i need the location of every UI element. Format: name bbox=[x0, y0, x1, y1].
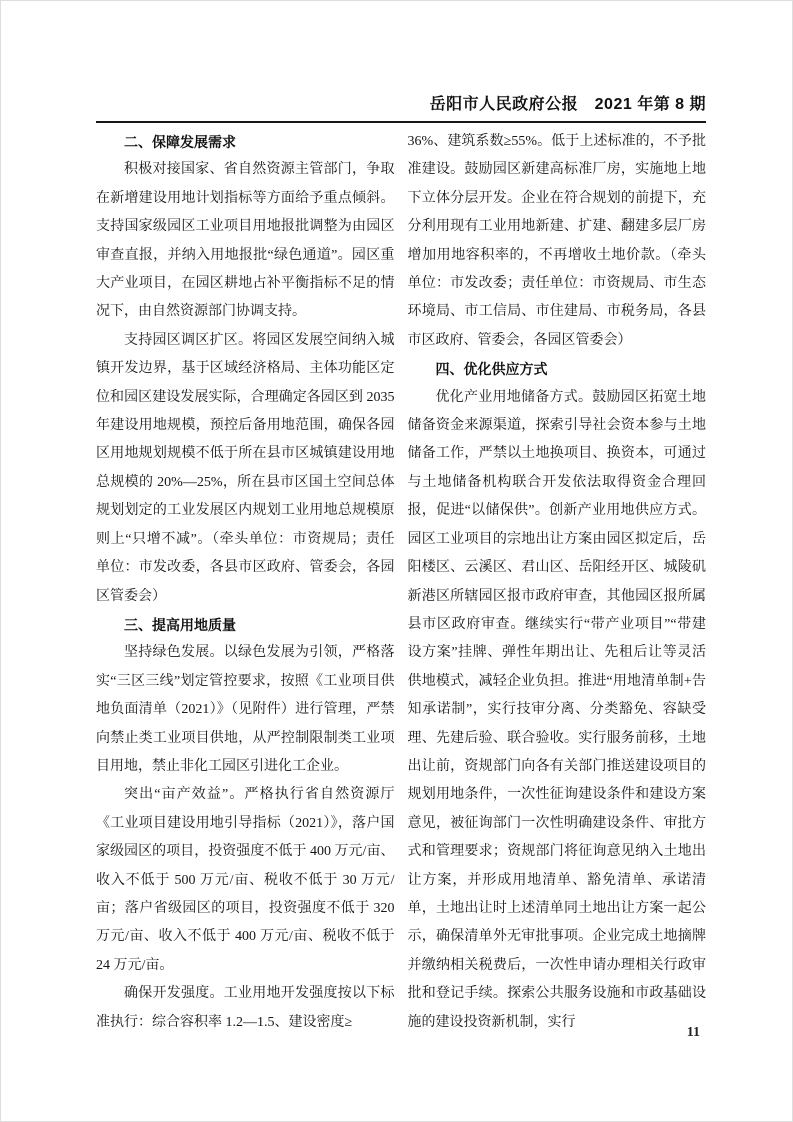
body-paragraph: 突出“亩产效益”。严格执行省自然资源厅《工业项目建设用地引导指标（2021）》，落户国家级园区的项目，投资强度不低于 400 万元/亩、收入不低于 500 万元/亩、税收不低于 30 万元/亩；落户省级园区的项目，投资强度不低于 320 万元/亩、收入不低于 400 万元/亩、税收不低于 24 万元/亩。 bbox=[96, 787, 395, 973]
page-header bbox=[96, 1, 706, 115]
body-paragraph: 优化产业用地储备方式。鼓励园区拓宽土地储备资金来源渠道，探索引导社会资本参与土地储备工作，严禁以土地换项目、换资本，可通过与土地储备机构联合开发依法取得资金合理回报，促进“以储保供”。创新产业用地供应方式。园区工业项目的宗地出让方案由园区拟定后，岳阳楼区、云溪区、君山区、岳阳经开区、城陵矶新港区所辖园区报市政府审查，其他园区报所属县市区政府审查。继续实行“带产业项目”“带建设方案”挂牌、弹性年期出让、先租后让等灵活供地模式，减轻企业负担。推进“用地清单制+告知承诺制”，实行技审分离、分类豁免、容缺受理、先建后验、联合验收。实行服务前移，土地出让前，资规部门向各有关部门推送建设项目的规划用地条件，一次性征询建设条件和建设方案意见，被征询部门一次性明确建设条件、审批方式和管理要求；资规部门将征询意见纳入土地出让方案，并形成用地清单、豁免清单、承诺清单，土地出让时上述清单同土地出让方案一起公示，确保清单外无审批事项。企业完成土地摘牌并缴纳相关税费后，一次性申请办理相关行政审批和登记手续。探索公共服务设施和市政基础设施的建设投资新机制，实行 bbox=[407, 389, 706, 1030]
left-column bbox=[96, 128, 395, 1037]
page-number: 11 bbox=[686, 1025, 700, 1040]
body-paragraph: 36%、建筑系数≥55%。低于上述标准的，不予批准建设。鼓励园区新建高标准厂房，实施地上地下立体分层开发。企业在符合规划的前提下，充分利用现有工业用地新建、扩建、翻建多层厂房增加用地容积率的，不再增收土地价款。（牵头单位：市发改委；责任单位：市资规局、市生态环境局、市工信局、市住建局、市税务局，各县市区政府、管委会，各园区管委会） bbox=[407, 134, 706, 348]
right-column bbox=[408, 128, 707, 1037]
body-paragraph: 确保开发强度。工业用地开发强度按以下标准执行：综合容积率 1.2—1.5、建设密度≥ bbox=[96, 986, 395, 1030]
body-paragraph: 坚持绿色发展。以绿色发展为引领，严格落实“三区三线”划定管控要求，按照《工业项目供地负面清单（2021）》（见附件）进行管理，严禁向禁止类工业项目供地，从严控制限制类工业项目用地，禁止非化工园区引进化工企业。 bbox=[96, 645, 395, 774]
section-heading: 四、优化供应方式 bbox=[435, 361, 548, 378]
gazette-header-title: 岳阳市人民政府公报 2021 年第 8 期 bbox=[429, 96, 706, 113]
header-divider bbox=[96, 121, 706, 123]
document-body bbox=[96, 128, 706, 1037]
section-heading: 三、提高用地质量 bbox=[124, 616, 236, 633]
body-paragraph: 支持园区调区扩区。将园区发展空间纳入城镇开发边界，基于区域经济格局、主体功能区定位和园区建设发展实际，合理确定各园区到 2035 年建设用地规模，预控后备用地范围，确保各园区用地规划规模不低于所在县市区城镇建设用地总规模的 20%—25%，所在县市区国土空间总体规划划定的工业发展区内规划工业用地总规模原则上“只增不减”。（牵头单位：市资规局；责任单位：市发改委，各县市区政府、管委会，各园区管委会） bbox=[96, 332, 395, 604]
section-heading: 二、保障发展需求 bbox=[124, 134, 236, 150]
body-paragraph: 积极对接国家、省自然资源主管部门，争取在新增建设用地计划指标等方面给予重点倾斜。支持国家级园区工业项目用地报批调整为由园区审查直报，并纳入用地报批“绿色通道”。园区重大产业项目，在园区耕地占补平衡指标不足的情况下，由自然资源部门协调支持。 bbox=[96, 162, 395, 320]
